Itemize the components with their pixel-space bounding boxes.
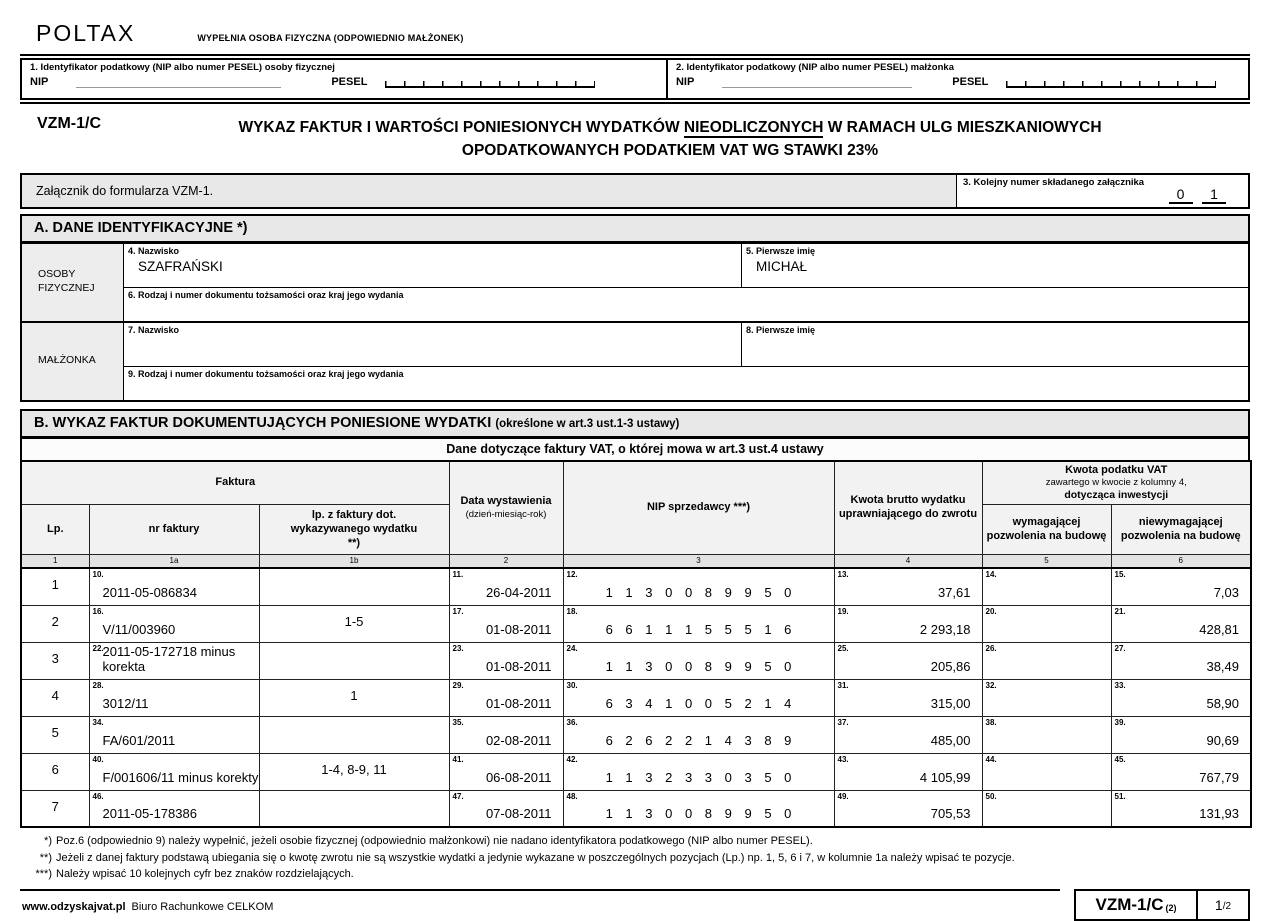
field-number: 34. [92,717,104,727]
colnum-1a: 1a [89,555,259,569]
field-number: 21. [1114,606,1126,616]
spouse-pesel-input-line[interactable] [1006,78,1216,88]
cell-lp: 6 [21,753,89,790]
pesel-input-line[interactable] [385,78,595,88]
poltax-logo: POLTAX [36,20,136,46]
colnum-1: 1 [21,555,89,569]
field-number: 44. [985,754,997,764]
cell-lp: 5 [21,716,89,753]
header-vat-permit-not-required: niewymagającej pozwolenia na budowę [1111,505,1251,555]
section-b-subheader: Dane dotyczące faktury VAT, o której mowa w art.3 ust.4 ustawy [20,439,1250,460]
cell-vat-permit-not-required[interactable]: 15. 7,03 [1111,568,1251,605]
title-line1-underlined: NIEODLICZONYCH [683,119,824,136]
cell-seller-nip[interactable]: 12. 1 1 3 0 0 8 9 9 5 0 [563,568,834,605]
field-number: 46. [92,791,104,801]
footer-credit [20,889,1060,913]
invoice-row [21,679,1251,716]
taxpayer-id-box [22,60,666,98]
field-number: 38. [985,717,997,727]
header-seller-nip: NIP sprzedawcy ***) [563,461,834,555]
field-number: 51. [1114,791,1126,801]
field-number: 10. [92,570,104,580]
cell-seller-nip[interactable]: 36. 6 2 6 2 2 1 4 3 8 9 [563,716,834,753]
field-number: 43. [837,754,849,764]
colnum-6: 6 [1111,555,1251,569]
cell-invoice-number[interactable]: 34. FA/601/2011 [89,716,259,753]
header-vat-note: zawartego w kwocie z kolumny 4, [1045,477,1187,489]
cell-gross-amount[interactable]: 43. 4 105,99 [834,753,982,790]
cell-vat-permit-not-required[interactable]: 27. 38,49 [1111,642,1251,679]
footnote-1 [22,833,1250,850]
header-invoice-item: lp. z faktury dot. wykazywanego wydatku **) [259,505,449,555]
footer-form-code: VZM-1/C (2) [1076,891,1198,919]
title-line1-post: W RAMACH ULG MIESZKANIOWYCH [823,119,1102,136]
taxpayer-id-row [20,60,1250,98]
cell-lp: 2 [21,605,89,642]
page-footer [20,889,1250,921]
header-vat-sub: dotycząca inwestycji [1064,489,1169,502]
column-numbers-row [21,555,1251,569]
header-vat-permit-required: wymagającej pozwolenia na budowę [982,505,1111,555]
cell-vat-permit-not-required[interactable]: 45. 767,79 [1111,753,1251,790]
cell-vat-permit-not-required[interactable]: 21. 428,81 [1111,605,1251,642]
attachment-number-label: 3. Kolejny numer składanego załącznika [963,176,1145,188]
header-issue-date: Data wystawienia (dzień-miesiąc-rok) [449,461,563,555]
field-number: 25. [837,643,849,653]
field-number: 19. [837,606,849,616]
cell-gross-amount[interactable]: 37. 485,00 [834,716,982,753]
attachment-number-box [957,175,1248,207]
cell-issue-date[interactable]: 41. 06-08-2011 [449,753,563,790]
header-vat-amount: Kwota podatku VAT zawartego w kwocie z kolumny 4, dotycząca inwestycji [982,461,1251,505]
field-number: 40. [92,754,104,764]
field-number: 28. [92,680,104,690]
field-number: 41. [452,754,464,764]
colnum-2: 2 [449,555,563,569]
invoice-table [20,460,1252,829]
field-number: 39. [1114,717,1126,727]
field-number: 23. [452,643,464,653]
field-number: 20. [985,606,997,616]
cell-vat-permit-not-required[interactable]: 39. 90,69 [1111,716,1251,753]
footnotes [20,828,1250,883]
header-lp: Lp. [21,505,89,555]
cell-gross-amount[interactable]: 31. 315,00 [834,679,982,716]
field-number: 50. [985,791,997,801]
field-number: 36. [566,717,578,727]
cell-gross-amount[interactable]: 19. 2 293,18 [834,605,982,642]
invoice-row [21,605,1251,642]
field-spouse-first-name-label: 8. Pierwsze imię [746,324,816,335]
field-spouse-surname-value [128,335,737,338]
field-number: 12. [566,570,578,580]
field-spouse-id-document-label: 9. Rodzaj i numer dokumentu tożsamości oraz kraj jego wydania [128,368,404,379]
header-issue-date-note: (dzień-miesiąc-rok) [465,508,547,520]
field-number: 29. [452,680,464,690]
footnote-1-mark: *) [44,835,52,848]
cell-lp: 1 [21,568,89,605]
field-number: 26. [985,643,997,653]
field-number: 47. [452,791,464,801]
field-spouse-surname[interactable] [124,323,742,366]
cell-vat-permit-required[interactable] [982,753,1111,790]
cell-vat-permit-required[interactable] [982,716,1111,753]
field-first-name-label: 5. Pierwsze imię [746,245,816,256]
cell-vat-permit-required[interactable] [982,605,1111,642]
field-number: 18. [566,606,578,616]
form-title [20,116,1250,163]
cell-lp: 3 [21,642,89,679]
section-b-header [20,409,1250,439]
cell-issue-date[interactable]: 17. 01-08-2011 [449,605,563,642]
invoice-row [21,716,1251,753]
section-b-title-note: (określone w art.3 ust.1-3 ustawy) [495,417,680,430]
field-first-name-value: MICHAŁ [756,258,808,274]
footnote-2-text: Jeżeli z danej faktury podstawą ubiegania się o kwotę zwrotu nie są wszystkie wydatki a jedynie wykazane w poszczególnych pozycjach (Lp.) np. 1, 5, 6 i 7, w kolumnie 1a należy wpisać te pozycje. [56,851,1015,864]
field-number: 11. [452,570,464,580]
attachment-row [20,173,1250,209]
cell-invoice-item[interactable] [259,568,449,605]
cell-invoice-item[interactable] [259,642,449,679]
field-number: 14. [985,570,997,580]
attachment-digit-2[interactable]: 1 [1202,186,1226,204]
footnote-3-mark: ***) [35,868,52,881]
field-number: 49. [837,791,849,801]
cell-invoice-item[interactable]: 1-5 [259,605,449,642]
cell-invoice-item[interactable]: 1-4, 8-9, 11 [259,753,449,790]
field-number: 13. [837,570,849,580]
footnote-1-text: Poz.6 (odpowiednio 9) należy wypełnić, jeżeli osobie fizycznej (odpowiednio małżonkowi) nie nadano identyfikatora podatkowego (NIP albo numer PESEL). [56,835,813,848]
footer-office: Biuro Rachunkowe CELKOM [131,900,274,913]
person-type-label-individual: OSOBY FIZYCZNEJ [22,244,123,323]
brand-row [20,16,1250,54]
field-spouse-first-name[interactable] [742,323,1248,366]
spouse-pesel-label: PESEL [952,76,989,88]
field-number: 22. [92,643,104,653]
spouse-nip-input-line[interactable] [722,78,912,88]
invoice-row [21,568,1251,605]
cell-issue-date[interactable]: 29. 01-08-2011 [449,679,563,716]
cell-invoice-number[interactable]: 10. 2011-05-086834 [89,568,259,605]
cell-seller-nip[interactable]: 48. 1 1 3 0 0 8 9 9 5 0 [563,790,834,827]
cell-invoice-number[interactable]: 40. F/001606/11 minus korekty [89,753,259,790]
field-id-document-value [128,300,1244,303]
cell-invoice-item[interactable] [259,790,449,827]
person-type-label-spouse: MAŁŻONKA [38,354,96,367]
header-invoice-number: nr faktury [89,505,259,555]
footnote-2 [22,850,1250,867]
field-number: 35. [452,717,464,727]
cell-issue-date[interactable]: 11. 26-04-2011 [449,568,563,605]
cell-gross-amount[interactable]: 13. 37,61 [834,568,982,605]
header-gross-amount: Kwota brutto wydatku uprawniającego do zwrotu [834,461,982,555]
title-line2: OPODATKOWANYCH PODATKIEM VAT WG STAWKI 23% [461,142,879,160]
footnote-3-text: Należy wpisać 10 kolejnych cyfr bez znaków rozdzielających. [56,868,354,881]
field-spouse-surname-label: 7. Nazwisko [128,324,180,335]
field-number: 30. [566,680,578,690]
cell-seller-nip[interactable]: 18. 6 6 1 1 1 5 5 5 1 6 [563,605,834,642]
field-number: 48. [566,791,578,801]
cell-invoice-item[interactable]: 1 [259,679,449,716]
taxpayer-id-label: 1. Identyfikator podatkowy (NIP albo numer PESEL) osoby fizycznej [30,62,335,73]
cell-seller-nip[interactable]: 30. 6 3 4 1 0 0 5 2 1 4 [563,679,834,716]
spouse-nip-label: NIP [675,76,695,88]
colnum-3: 3 [563,555,834,569]
section-b-title: B. WYKAZ FAKTUR DOKUMENTUJĄCYCH PONIESIONE WYDATKI [34,414,496,431]
person-type-column [22,244,124,400]
field-number: 33. [1114,680,1126,690]
field-number: 42. [566,754,578,764]
colnum-1b: 1b [259,555,449,569]
cell-invoice-item[interactable] [259,716,449,753]
nip-label: NIP [30,76,49,88]
cell-vat-permit-not-required[interactable]: 51. 131,93 [1111,790,1251,827]
cell-invoice-number[interactable]: 46. 2011-05-178386 [89,790,259,827]
footnote-2-mark: **) [39,851,52,864]
attachment-digit-1[interactable]: 0 [1169,186,1193,204]
pesel-label: PESEL [331,76,368,88]
footer-form-revision: (2) [1165,902,1177,913]
field-spouse-first-name-value [746,335,1244,338]
form-code: VZM-1/C [37,115,101,132]
section-a-table [20,244,1250,402]
form-code-box [1074,889,1250,921]
field-number: 17. [452,606,464,616]
cell-issue-date[interactable]: 35. 02-08-2011 [449,716,563,753]
field-id-document-label: 6. Rodzaj i numer dokumentu tożsamości oraz kraj jego wydania [128,289,404,300]
attachment-number-field[interactable] [1164,186,1226,204]
field-surname-label: 4. Nazwisko [128,245,180,256]
colnum-4: 4 [834,555,982,569]
field-number: 37. [837,717,849,727]
header-faktura: Faktura [21,461,449,505]
field-number: 27. [1114,643,1126,653]
cell-issue-date[interactable]: 47. 07-08-2011 [449,790,563,827]
field-number: 15. [1114,570,1126,580]
cell-seller-nip[interactable]: 24. 1 1 3 0 0 8 9 9 5 0 [563,642,834,679]
footer-site: www.odzyskajvat.pl [22,900,126,913]
title-line1-pre: WYKAZ FAKTUR I WARTOŚCI PONIESIONYCH WYDATKÓW [238,119,684,136]
form-filler-instruction: WYPEŁNIA OSOBA FIZYCZNA (ODPOWIEDNIO MAŁŻONEK) [197,33,464,43]
cell-lp: 7 [21,790,89,827]
section-a-header: A. DANE IDENTYFIKACYJNE *) [20,214,1250,244]
field-spouse-id-document-value [128,379,1244,382]
cell-gross-amount[interactable]: 25. 205,86 [834,642,982,679]
field-surname-value: SZAFRAŃSKI [138,258,223,274]
cell-vat-permit-not-required[interactable]: 33. 58,90 [1111,679,1251,716]
footer-page-number: 1 /2 [1214,896,1232,913]
cell-vat-permit-required[interactable] [982,790,1111,827]
field-number: 45. [1114,754,1126,764]
cell-invoice-number[interactable]: 28. 3012/11 [89,679,259,716]
invoice-row [21,642,1251,679]
nip-input-line[interactable] [76,78,281,88]
invoice-row [21,790,1251,827]
field-number: 32. [985,680,997,690]
colnum-5: 5 [982,555,1111,569]
cell-seller-nip[interactable]: 42. 1 1 3 2 3 3 0 3 5 0 [563,753,834,790]
spacer [20,402,1250,409]
field-id-document[interactable] [124,288,1248,321]
cell-invoice-number[interactable]: 16. V/11/003960 [89,605,259,642]
cell-lp: 4 [21,679,89,716]
field-surname[interactable] [124,244,742,287]
field-number: 24. [566,643,578,653]
invoice-row [21,753,1251,790]
field-number: 16. [92,606,104,616]
field-first-name[interactable] [742,244,1248,287]
field-number: 31. [837,680,849,690]
cell-issue-date[interactable]: 23. 01-08-2011 [449,642,563,679]
title-block [20,104,1250,173]
cell-vat-permit-required[interactable] [982,568,1111,605]
attachment-info: Załącznik do formularza VZM-1. [22,175,957,207]
cell-invoice-number[interactable]: 22. 2011-05-172718 minus korekta [89,642,259,679]
spouse-id-box [666,60,1248,98]
spouse-id-label: 2. Identyfikator podatkowy (NIP albo numer PESEL) małżonka [675,62,954,73]
cell-vat-permit-required[interactable] [982,642,1111,679]
cell-gross-amount[interactable]: 49. 705,53 [834,790,982,827]
field-spouse-id-document[interactable] [124,367,1248,400]
cell-vat-permit-required[interactable] [982,679,1111,716]
footnote-3 [22,866,1250,883]
